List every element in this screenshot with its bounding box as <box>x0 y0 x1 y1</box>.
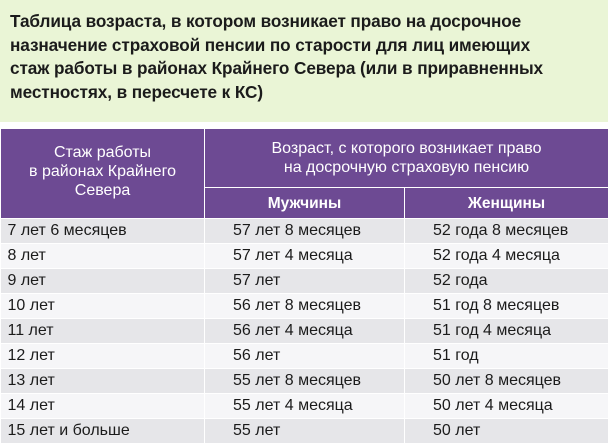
header-stazh <box>1 129 205 219</box>
cell-stazh: 7 лет 6 месяцев <box>1 219 205 244</box>
cell-women: 50 лет 8 месяцев <box>405 369 608 394</box>
cell-stazh: 13 лет <box>1 369 205 394</box>
cell-women: 50 лет <box>405 419 608 444</box>
header-stazh-line: в районах Крайнего <box>29 163 176 180</box>
cell-stazh: 11 лет <box>1 319 205 344</box>
title-line: местностях, в пересчете к КС) <box>10 81 263 102</box>
cell-women: 52 года <box>405 269 608 294</box>
header-women: Женщины <box>405 188 608 219</box>
table-row <box>1 269 608 294</box>
cell-stazh: 8 лет <box>1 244 205 269</box>
table-row <box>1 319 608 344</box>
header-vozrast-line: на досрочную страховую пенсию <box>283 159 530 176</box>
page-title <box>10 10 600 104</box>
cell-women: 52 года 8 месяцев <box>405 219 608 244</box>
cell-stazh: 15 лет и больше <box>1 419 205 444</box>
header-stazh-line: Севера <box>74 182 131 199</box>
cell-stazh: 10 лет <box>1 294 205 319</box>
header-men: Мужчины <box>205 188 405 219</box>
title-line: стаж работы в районах Крайнего Севера (или в приравненных <box>10 58 544 78</box>
cell-men: 57 лет 8 месяцев <box>205 219 405 244</box>
cell-women: 50 лет 4 месяца <box>405 394 608 419</box>
cell-women: 51 год <box>405 344 608 369</box>
cell-men: 57 лет <box>205 269 405 294</box>
cell-men: 55 лет <box>205 419 405 444</box>
table-row <box>1 419 608 444</box>
title-line: назначение страховой пенсии по старости для лиц имеющих <box>10 34 531 55</box>
cell-men: 56 лет 4 месяца <box>205 319 405 344</box>
table-row <box>1 244 608 269</box>
cell-men: 56 лет <box>205 344 405 369</box>
cell-stazh: 14 лет <box>1 394 205 419</box>
header-vozrast <box>205 129 608 188</box>
cell-men: 57 лет 4 месяца <box>205 244 405 269</box>
table-row <box>1 394 608 419</box>
cell-men: 55 лет 8 месяцев <box>205 369 405 394</box>
table-row <box>1 344 608 369</box>
cell-women: 51 год 4 месяца <box>405 319 608 344</box>
cell-men: 55 лет 4 месяца <box>205 394 405 419</box>
cell-men: 56 лет 8 месяцев <box>205 294 405 319</box>
table-row <box>1 369 608 394</box>
title-line: Таблица возраста, в котором возникает право на досрочное <box>10 11 522 31</box>
header-vozrast-line: Возраст, с которого возникает право <box>271 140 542 157</box>
cell-women: 51 год 8 месяцев <box>405 294 608 319</box>
table-row <box>1 219 608 244</box>
header-stazh-line: Стаж работы <box>53 144 152 161</box>
cell-stazh: 12 лет <box>1 344 205 369</box>
retirement-age-table <box>0 128 608 443</box>
cell-women: 52 года 4 месяца <box>405 244 608 269</box>
title-banner <box>0 0 608 122</box>
table-row <box>1 294 608 319</box>
cell-stazh: 9 лет <box>1 269 205 294</box>
